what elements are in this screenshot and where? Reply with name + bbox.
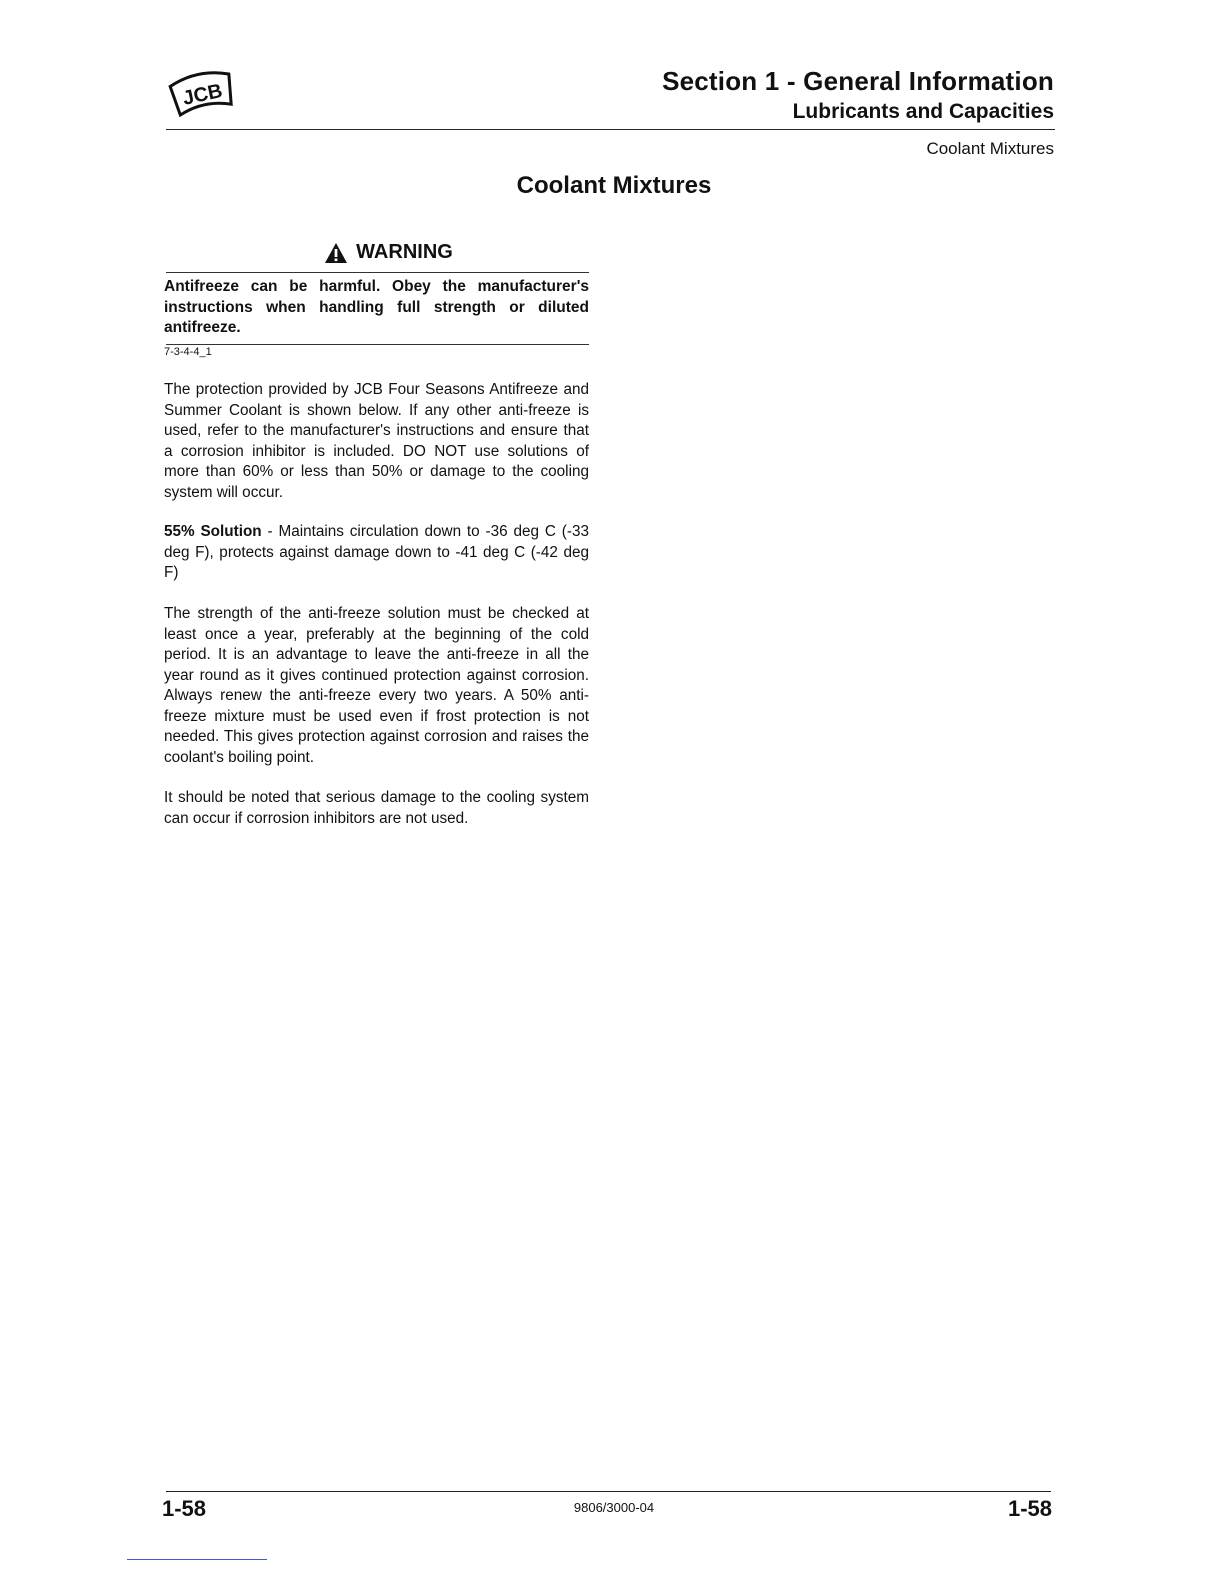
logo-text: JCB xyxy=(180,80,225,110)
paragraph-note: It should be noted that serious damage to the cooling system can occur if corrosion inhibitors are not used. xyxy=(164,789,589,827)
solution-label: 55% Solution xyxy=(164,523,262,540)
section-title: Section 1 - General Information xyxy=(662,66,1054,96)
warning-top-rule xyxy=(166,272,589,273)
section-subtitle: Lubricants and Capacities xyxy=(792,100,1054,123)
warning-triangle-icon xyxy=(324,242,348,264)
paragraph-strength: The strength of the anti-freeze solution must be checked at least once a year, preferably at the beginning of the cold period. It is an advantage to leave the anti-freeze in all the year round as it gives continued protection against corrosion. Always renew the anti-freeze every two years. A 50% anti-freeze mixture must be used even if frost protection is not needed. This gives protection against corrosion and raises the coolant's boiling point. xyxy=(164,605,589,766)
document-number: 9806/3000-04 xyxy=(573,1500,655,1515)
page-number-left: 1-58 xyxy=(162,1496,207,1521)
bottom-link-underline xyxy=(127,1559,267,1560)
header-divider xyxy=(166,129,1055,130)
jcb-logo xyxy=(166,64,238,120)
warning-text: Antifreeze can be harmful. Obey the manufacturer's instructions when handling full strength or diluted antifreeze. xyxy=(164,278,589,336)
paragraph-solution xyxy=(164,522,589,584)
page-number-right: 1-58 xyxy=(1007,1496,1052,1521)
paragraph-protection: The protection provided by JCB Four Seasons Antifreeze and Summer Coolant is shown below. If any other anti-freeze is used, refer to the manufacturer's instructions and ensure that a corrosion inhibitor is included. DO NOT use solutions of more than 60% or less than 50% or damage to the cooling system will occur. xyxy=(164,381,589,501)
warning-code: 7-3-4-4_1 xyxy=(164,346,212,358)
solution-text: - Maintains circulation down to -36 deg C (-33 deg F), protects against damage down to -41 deg C (-42 deg F) xyxy=(164,523,589,581)
page-title: Coolant Mixtures xyxy=(516,172,712,199)
header-topic: Coolant Mixtures xyxy=(926,139,1054,158)
warning-heading xyxy=(164,241,601,264)
warning-label: WARNING xyxy=(356,241,453,263)
footer-divider xyxy=(166,1491,1051,1492)
warning-bottom-rule xyxy=(166,344,589,345)
